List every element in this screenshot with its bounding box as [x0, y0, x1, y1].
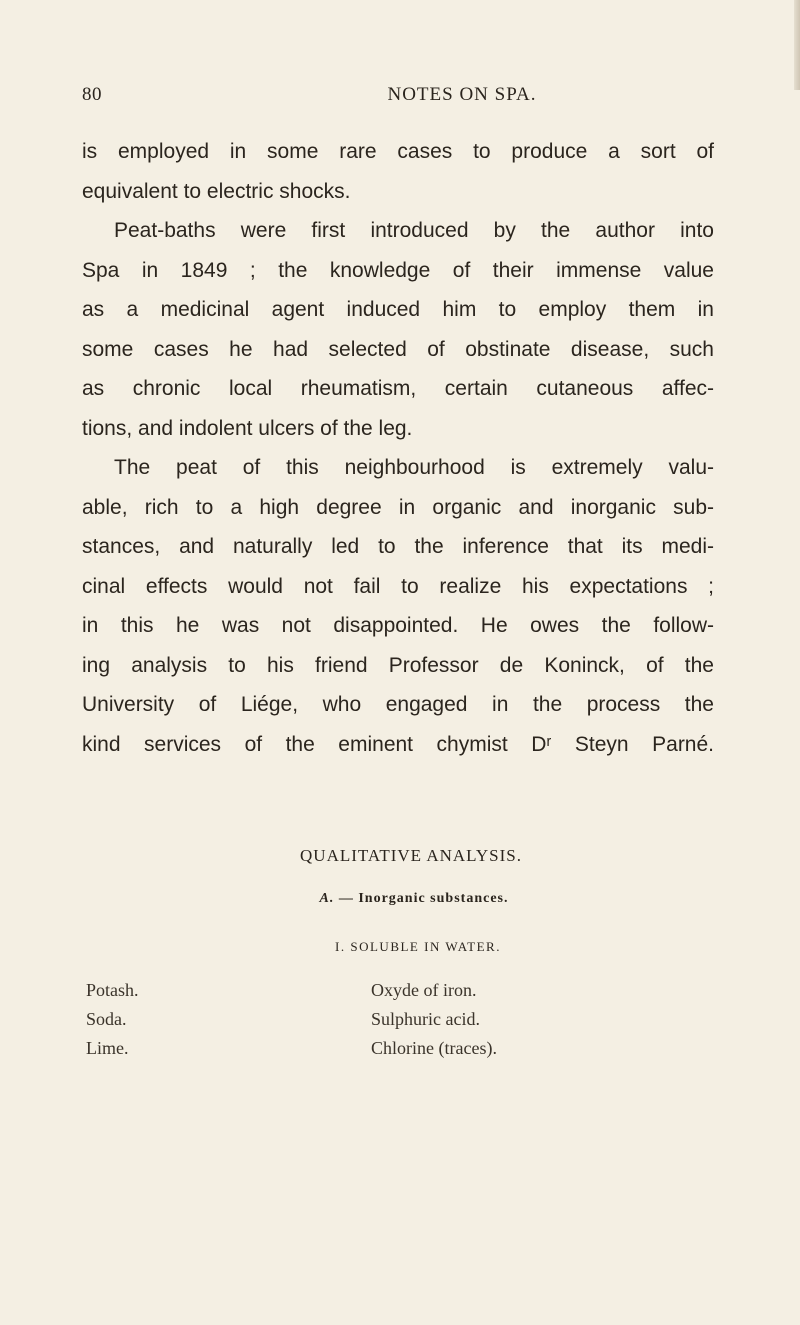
text-line: Spa in 1849 ; the knowledge of their immense value — [82, 258, 714, 282]
text-line: stances, and naturally led to the inference that its medi- — [82, 535, 714, 558]
section-dash: — — [338, 891, 354, 906]
text-line: tions, and indolent ulcers of the leg. — [82, 416, 413, 440]
text-line: equivalent to electric shocks. — [82, 179, 351, 203]
substance-left: Soda. — [86, 1009, 127, 1029]
text-line: The peat of this neighbourhood is extremely valu- — [114, 456, 714, 479]
substance-list — [86, 976, 746, 1063]
text-line: able, rich to a high degree in organic and inorganic sub- — [82, 495, 714, 519]
page-number: 80 — [82, 84, 102, 105]
analysis-section-heading — [0, 891, 800, 907]
analysis-subsection-heading: I. SOLUBLE IN WATER. — [335, 939, 501, 954]
section-title: Inorganic substances. — [358, 891, 509, 906]
text-line: University of Liége, who engaged in the process the — [82, 693, 714, 716]
text-line: is employed in some rare cases to produce a sort of — [82, 140, 714, 163]
substance-right: Sulphuric acid. — [371, 1009, 480, 1029]
text-line: Peat-baths were first introduced by the author into — [114, 219, 714, 242]
page-edge-shadow — [794, 0, 800, 90]
substance-row — [86, 1034, 746, 1063]
text-line: some cases he had selected of obstinate disease, such — [82, 337, 714, 361]
substance-row — [86, 976, 746, 1005]
text-line: in this he was not disappointed. He owes the follow- — [82, 614, 714, 637]
text-line: cinal effects would not fail to realize his expectations ; — [82, 574, 714, 598]
text-line: as a medicinal agent induced him to employ them in — [82, 298, 714, 321]
text-line: kind services of the eminent chymist Dʳ Steyn Parné. — [82, 732, 714, 756]
substance-left: Lime. — [86, 1038, 129, 1058]
body-text — [82, 132, 714, 764]
analysis-title: QUALITATIVE ANALYSIS. — [300, 846, 522, 865]
text-line: as chronic local rheumatism, certain cutaneous affec- — [82, 377, 714, 400]
substance-right: Chlorine (traces). — [371, 1038, 497, 1058]
text-line: ing analysis to his friend Professor de Koninck, of the — [82, 653, 714, 677]
substance-right: Oxyde of iron. — [371, 980, 477, 1000]
substance-left: Potash. — [86, 980, 139, 1000]
page-header — [82, 84, 722, 114]
substance-row — [86, 1005, 746, 1034]
running-title: NOTES ON SPA. — [387, 84, 537, 105]
section-label: A. — [319, 891, 335, 906]
